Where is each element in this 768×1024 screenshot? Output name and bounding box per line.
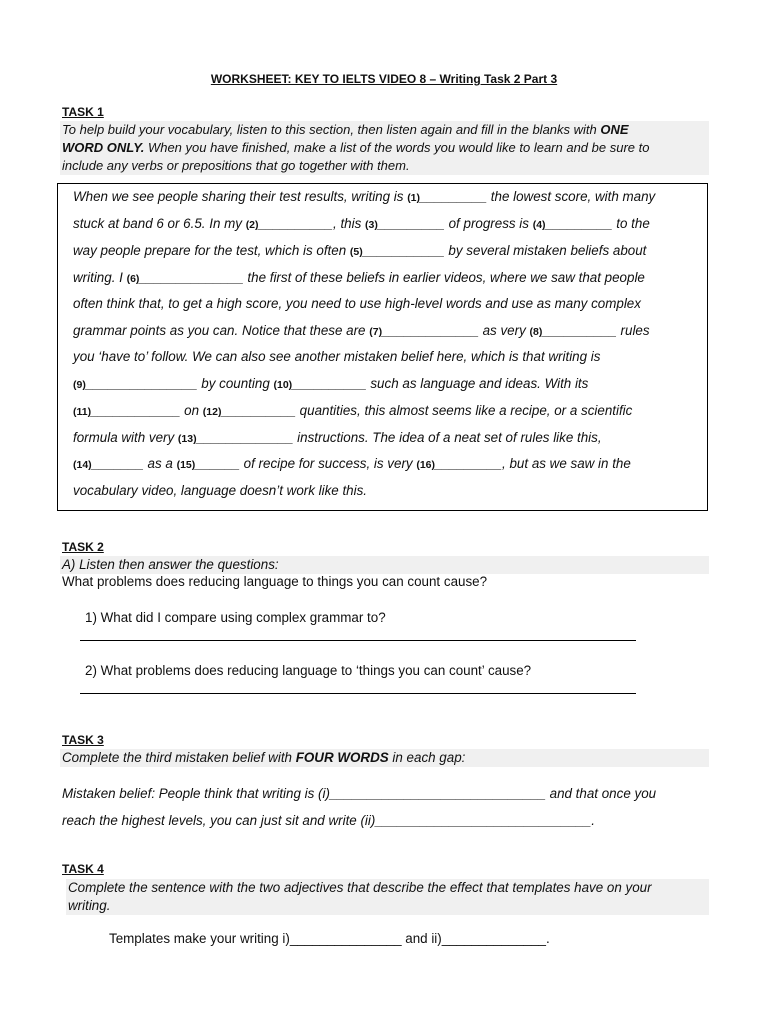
gap-number: (11): [73, 406, 92, 418]
gap-number: (14): [73, 459, 92, 471]
task1-instruction-line: include any verbs or prepositions that go together with them.: [62, 158, 410, 173]
task3-instruction: Complete the third mistaken belief with FOUR WORDS in each gap:: [60, 749, 709, 767]
gap-text: formula with very: [73, 430, 178, 445]
task2-instruction: A) Listen then answer the questions:: [60, 556, 709, 574]
gap-text: writing. I: [73, 270, 127, 285]
gap-number: (13): [177, 433, 197, 445]
task4-instruction-line: Complete the sentence with the two adjectives that describe the effect that templates have on your: [68, 880, 652, 895]
gap-text: ______________ the first of these beliefs in earlier videos, where we saw that people: [139, 270, 645, 285]
gap-text: _______________ by counting: [85, 376, 274, 391]
gap-fill-line: [73, 347, 600, 367]
task3-heading: TASK 3: [62, 733, 104, 747]
gap-text: you ‘have to’ follow. We can also see another mistaken belief here, which is that writing is: [73, 349, 601, 364]
task3-belief-line-2: reach the highest levels, you can just sit and write (ii)_____________________________.: [62, 813, 596, 828]
gap-text: When we see people sharing their test results, writing is: [73, 189, 408, 204]
gap-fill-line: [73, 401, 632, 421]
gap-text: __________ rules: [542, 323, 650, 338]
gap-fill-line: [73, 321, 650, 341]
gap-text: _________ of progress is: [377, 216, 533, 231]
task1-instruction-line: WORD ONLY. When you have finished, make a list of the words you would like to learn and be sure to: [62, 140, 650, 155]
gap-text: _______ as a: [91, 456, 177, 471]
task1-heading: TASK 1: [62, 105, 104, 119]
gap-number: (16): [416, 459, 436, 471]
task2-question-1: 1) What did I compare using complex grammar to?: [85, 610, 386, 625]
gap-text: ___________ by several mistaken beliefs about: [362, 243, 647, 258]
gap-text: _____________ as very: [382, 323, 530, 338]
gap-number: (3): [365, 219, 378, 231]
task4-instruction: [66, 879, 709, 915]
gap-text: way people prepare for the test, which is often: [73, 243, 350, 258]
gap-text: _________ to the: [545, 216, 650, 231]
gap-number: (4): [532, 219, 546, 231]
answer-line-2[interactable]: [80, 693, 636, 694]
gap-text: __________ such as language and ideas. With its: [292, 376, 589, 391]
gap-text: ____________ on: [91, 403, 203, 418]
gap-number: (8): [529, 326, 543, 338]
task4-heading: TASK 4: [62, 862, 104, 876]
task3-belief-line-1: Mistaken belief: People think that writing is (i)_____________________________ and that once you: [62, 786, 657, 801]
gap-number: (15): [176, 459, 196, 471]
gap-text: _____________ instructions. The idea of a neat set of rules like this,: [196, 430, 602, 445]
gap-text: vocabulary video, language doesn’t work like this.: [73, 483, 368, 498]
task2-question-2: 2) What problems does reducing language to ‘things you can count’ cause?: [85, 663, 532, 678]
gap-text: ______ of recipe for success, is very: [195, 456, 417, 471]
gap-text: stuck at band 6 or 6.5. In my: [73, 216, 246, 231]
gap-fill-line: [73, 241, 646, 261]
gap-fill-line: [73, 214, 650, 234]
gap-number: (6): [126, 273, 140, 285]
worksheet-title: WORKSHEET: KEY TO IELTS VIDEO 8 – Writing Task 2 Part 3: [210, 72, 558, 86]
task2-question-intro: What problems does reducing language to things you can count cause?: [62, 574, 488, 589]
gap-number: (1): [407, 192, 421, 204]
gap-text: _________, but as we saw in the: [435, 456, 631, 471]
task1-instruction-line: To help build your vocabulary, listen to this section, then listen again and fill in the blanks with ONE: [62, 122, 629, 137]
gap-fill-line: [73, 428, 602, 448]
gap-text: _________ the lowest score, with many: [420, 189, 656, 204]
gap-fill-line: [73, 374, 588, 394]
gap-text: often think that, to get a high score, you need to use high-level words and use as many complex: [73, 296, 641, 311]
gap-fill-line: [73, 481, 367, 501]
gap-number: (7): [369, 326, 383, 338]
gap-text: grammar points as you can. Notice that these are: [73, 323, 370, 338]
task4-sentence: Templates make your writing i)_______________ and ii)______________.: [109, 931, 550, 946]
gap-number: (2): [245, 219, 259, 231]
gap-number: (5): [349, 246, 363, 258]
gap-number: (10): [273, 379, 293, 391]
task1-instructions: [60, 121, 709, 175]
gap-fill-line: [73, 454, 631, 474]
gap-text: __________ quantities, this almost seems like a recipe, or a scientific: [221, 403, 633, 418]
gap-fill-line: [73, 294, 641, 314]
gap-fill-line: [73, 268, 645, 288]
gap-number: (9): [73, 379, 86, 391]
gap-text: __________, this: [258, 216, 366, 231]
gap-number: (12): [202, 406, 222, 418]
gap-fill-line: [73, 187, 655, 207]
answer-line-1[interactable]: [80, 640, 636, 641]
task2-heading: TASK 2: [62, 540, 104, 554]
task4-instruction-line: writing.: [68, 898, 111, 913]
